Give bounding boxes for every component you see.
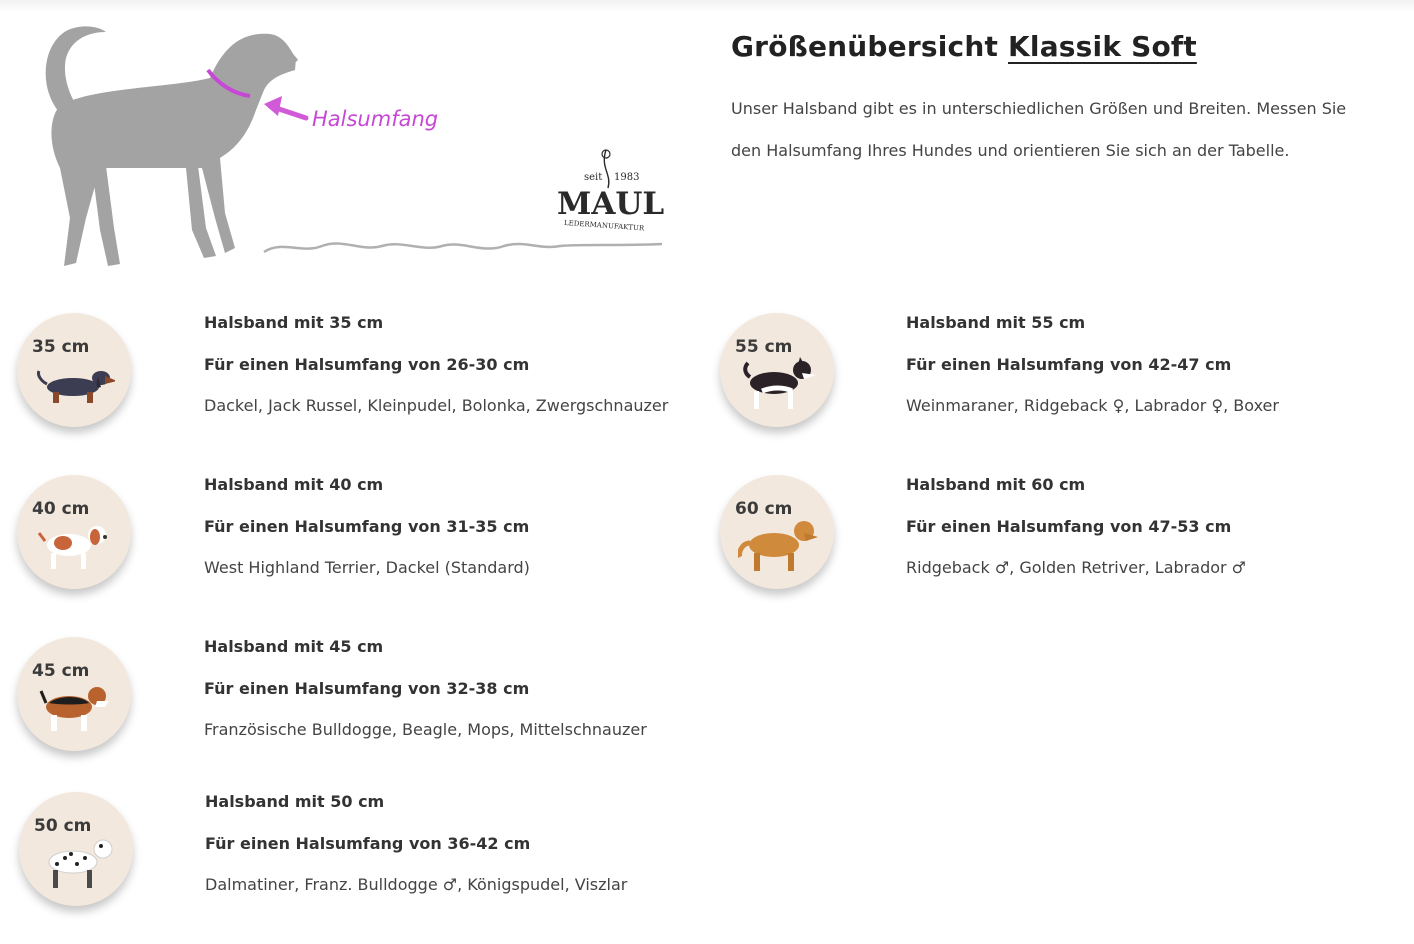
golden-retriever-icon <box>738 519 820 581</box>
size-badge <box>17 637 131 751</box>
neck-label: Halsumfang <box>312 107 439 131</box>
dog-silhouette-icon <box>46 26 298 266</box>
size-badge-label: 50 cm <box>34 816 92 836</box>
size-range: Für einen Halsumfang von 31-35 cm <box>204 517 530 536</box>
size-breeds: Französische Bulldogge, Beagle, Mops, Mittelschnauzer <box>204 720 647 739</box>
size-badge-label: 55 cm <box>735 337 793 357</box>
size-breeds: West Highland Terrier, Dackel (Standard) <box>204 558 530 577</box>
size-badge-label: 40 cm <box>32 499 90 519</box>
size-title: Halsband mit 45 cm <box>204 637 384 656</box>
svg-text:MAUL: MAUL <box>557 186 665 222</box>
dachshund-icon <box>35 357 115 413</box>
size-badge <box>17 475 131 589</box>
size-badge-label: 60 cm <box>735 499 793 519</box>
top-bar <box>0 0 1414 12</box>
beagle-icon <box>35 681 115 741</box>
size-range: Für einen Halsumfang von 36-42 cm <box>205 834 531 853</box>
size-title: Halsband mit 35 cm <box>204 313 384 332</box>
title-prefix: Größenübersicht <box>731 30 999 63</box>
size-badge <box>17 313 131 427</box>
size-badge-label: 35 cm <box>32 337 90 357</box>
size-breeds: Weinmaraner, Ridgeback ♀, Labrador ♀, Boxer <box>906 396 1279 415</box>
size-badge <box>19 792 133 906</box>
size-badge-label: 45 cm <box>32 661 90 681</box>
product-link[interactable]: Klassik Soft <box>1008 30 1197 63</box>
size-badge <box>720 475 834 589</box>
ground-wave <box>264 243 662 252</box>
size-title: Halsband mit 60 cm <box>906 475 1086 494</box>
spaniel-icon <box>35 519 115 579</box>
brand-logo <box>557 150 664 233</box>
size-badge <box>720 313 834 427</box>
size-breeds: Ridgeback ♂, Golden Retriver, Labrador ♂ <box>906 558 1247 577</box>
size-breeds: Dalmatiner, Franz. Bulldogge ♂, Königspudel, Viszlar <box>205 875 628 894</box>
size-range: Für einen Halsumfang von 26-30 cm <box>204 355 530 374</box>
size-title: Halsband mit 55 cm <box>906 313 1086 332</box>
arrow-icon <box>264 96 306 118</box>
size-breeds: Dackel, Jack Russel, Kleinpudel, Bolonka, Zwergschnauzer <box>204 396 669 415</box>
dalmatian-icon <box>37 836 119 898</box>
size-range: Für einen Halsumfang von 47-53 cm <box>906 517 1232 536</box>
svg-text:seit: seit <box>584 172 603 183</box>
husky-icon <box>738 357 820 419</box>
size-range: Für einen Halsumfang von 32-38 cm <box>204 679 530 698</box>
size-title: Halsband mit 50 cm <box>205 792 385 811</box>
svg-text:1983: 1983 <box>614 172 640 183</box>
size-range: Für einen Halsumfang von 42-47 cm <box>906 355 1232 374</box>
neck-measure-illustration <box>20 18 680 278</box>
intro-text: Unser Halsband gibt es in unterschiedlichen Größen und Breiten. Messen Sie den Halsumfang Ihres Hundes und orientieren Sie sich an der Tabelle. <box>731 99 1347 160</box>
size-title: Halsband mit 40 cm <box>204 475 384 494</box>
svg-text:LEDERMANUFAKTUR: LEDERMANUFAKTUR <box>563 218 645 233</box>
page-title <box>731 30 1197 63</box>
